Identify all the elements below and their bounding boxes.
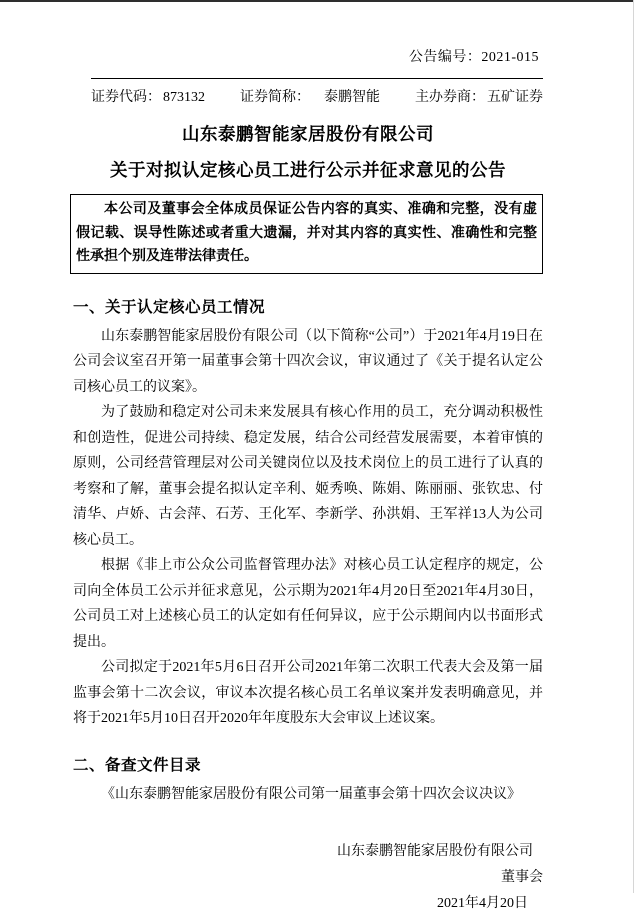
securities-name [240,86,380,106]
page-title-company: 山东泰鹏智能家居股份有限公司 [182,124,434,144]
announcement-number: 公告编号：2021-015 [408,50,539,65]
securities-code [91,86,205,106]
section1-paragraph-3: 根据《非上市公众公司监督管理办法》对核心员工认定程序的规定，公司向全体员工公示并征求意见，公示期为2021年4月20日至2021年4月30日，公司员工对上述核心员工的认定如有任何异议，应于公示期间内以书面形式提出。 [73,558,543,650]
disclaimer-box [70,194,543,274]
disclaimer-text: 本公司及董事会全体成员保证公告内容的真实、准确和完整，没有虚假记载、误导性陈述或者重大遗漏，并对其内容的真实性、准确性和完整性承担个别及连带法律责任。 [76,202,537,264]
section1-paragraph-2: 为了鼓励和稳定对公司未来发展具有核心作用的员工，充分调动积极性和创造性，促进公司持续、稳定发展，结合公司经营发展需要，本着审慎的原则，公司经营管理层对公司关键岗位以及技术岗位上的员工进行了认真的考察和了解，董事会提名拟认定辛利、姬秀唤、陈娟、陈丽丽、张钦忠、付清华、卢娇、古会萍、石芳、王化军、李新学、孙洪娟、王军祥13人为公司核心员工。 [73,405,543,548]
signature-block [73,839,543,917]
signature-company: 山东泰鹏智能家居股份有限公司 [337,844,533,859]
signature-signer: 董事会 [501,870,543,885]
securities-row [91,86,543,106]
section1-heading: 一、关于认定核心员工情况 [73,298,266,316]
signature-date: 2021年4月20日 [437,896,528,911]
section1-paragraph-1: 山东泰鹏智能家居股份有限公司（以下简称“公司”）于2021年4月19日在公司会议室召开第一届董事会第十四次会议，审议通过了《关于提名认定公司核心员工的议案》。 [73,328,543,395]
securities-code-label: 证券代码： [91,90,161,105]
securities-broker-label: 主办券商： [415,90,485,105]
section2-heading: 二、备查文件目录 [73,756,202,774]
page-title-subject: 关于对拟认定核心员工进行公示并征求意见的公告 [110,160,506,180]
securities-code-value: 873132 [163,90,205,105]
securities-header [91,78,543,106]
securities-name-label: 证券简称： [240,90,310,105]
securities-broker [415,86,543,106]
section1-paragraph-4: 公司拟定于2021年5月6日召开公司2021年第二次职工代表大会及第一届监事会第十二次会议，审议本次提名核心员工名单议案并发表明确意见，并将于2021年5月10日召开2020年年度股东大会审议上述议案。 [73,660,543,726]
reference-document: 《山东泰鹏智能家居股份有限公司第一届董事会第十四次会议决议》 [101,786,521,802]
securities-name-value: 泰鹏智能 [324,90,380,105]
securities-broker-value: 五矿证券 [487,90,543,105]
document-page [73,0,543,917]
